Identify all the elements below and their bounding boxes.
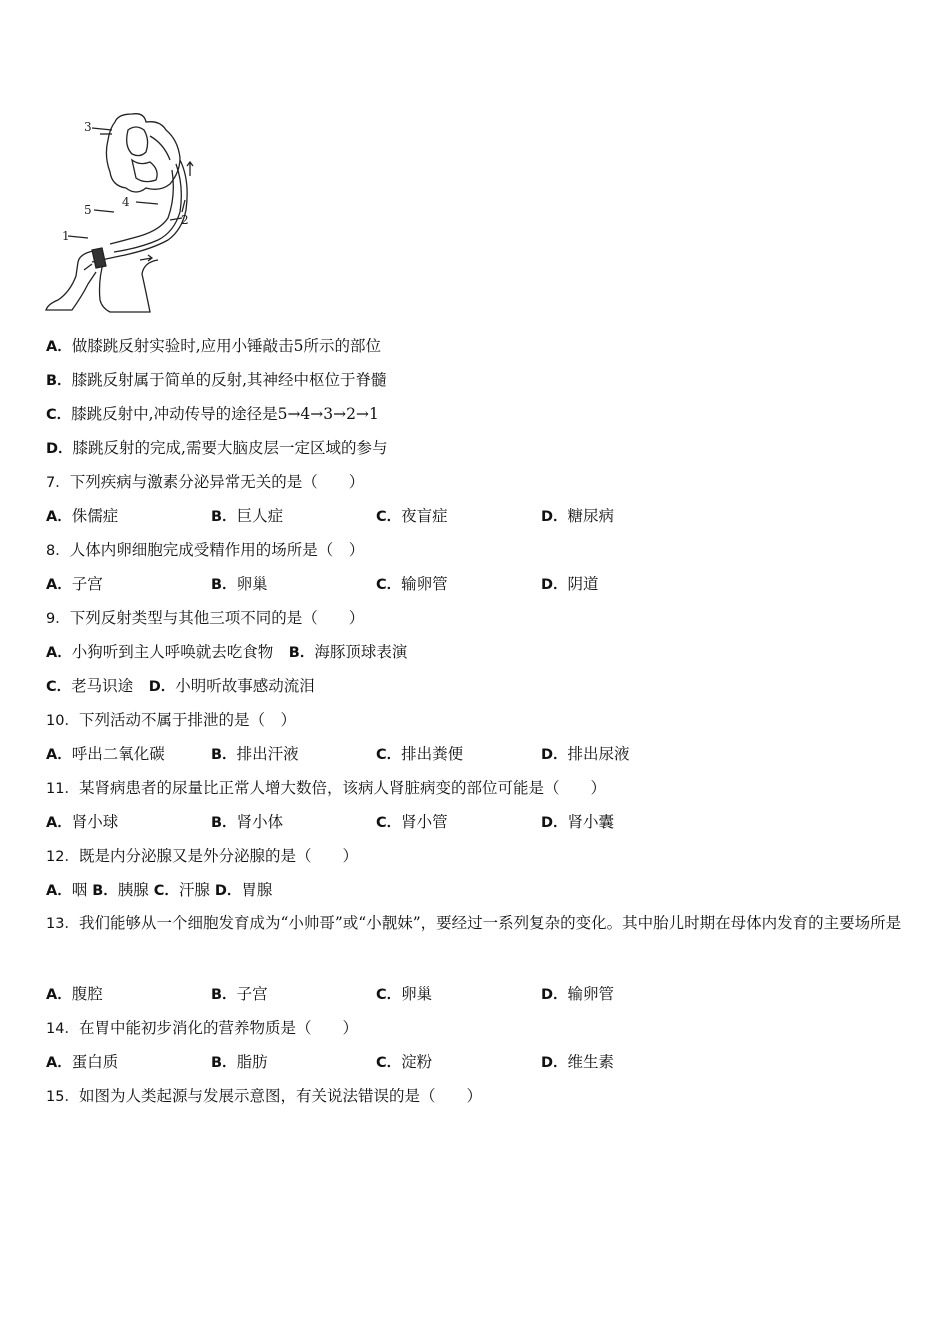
q6-option-a: A．做膝跳反射实验时,应用小锤敲击5所示的部位	[46, 337, 382, 355]
q14-option-c: C．淀粉	[376, 1053, 433, 1071]
q11-option-c: C．肾小管	[376, 813, 448, 831]
q7-option-c: C．夜盲症	[376, 507, 448, 525]
q10-option-b: B．排出汗液	[211, 745, 299, 763]
q6-option-b: B．膝跳反射属于简单的反射,其神经中枢位于脊髓	[46, 371, 387, 389]
q10-option-a: A．呼出二氧化碳	[46, 745, 165, 763]
q12-options-row: A．咽 B．胰腺 C．汗腺 D．胃腺	[46, 881, 273, 899]
q8-option-d: D．阴道	[541, 575, 599, 593]
q14-option-b: B．脂肪	[211, 1053, 268, 1071]
q11-option-d: D．肾小囊	[541, 813, 615, 831]
q6-option-c: C．膝跳反射中,冲动传导的途径是5→4→3→2→1	[46, 405, 379, 423]
q11-stem: 11．某肾病患者的尿量比正常人增大数倍，该病人肾脏病变的部位可能是（ ）	[46, 779, 606, 797]
figure-label-5: 5	[84, 203, 92, 217]
q10-option-d: D．排出尿液	[541, 745, 630, 763]
q8-option-a: A．子宫	[46, 575, 103, 593]
q14-option-a: A．蛋白质	[46, 1053, 119, 1071]
q13-option-a: A．腹腔	[46, 985, 103, 1003]
q13-option-b: B．子宫	[211, 985, 268, 1003]
q13-option-c: C．卵巢	[376, 985, 433, 1003]
q10-option-c: C．排出粪便	[376, 745, 464, 763]
q13-option-d: D．输卵管	[541, 985, 615, 1003]
q14-option-d: D．维生素	[541, 1053, 615, 1071]
q11-option-b: B．肾小体	[211, 813, 284, 831]
figure-label-2: 2	[181, 213, 189, 227]
figure-label-3: 3	[84, 120, 92, 134]
q8-option-c: C．输卵管	[376, 575, 448, 593]
q9-options-row-2: C．老马识途 D．小明听故事感动流泪	[46, 677, 315, 695]
figure-label-1: 1	[62, 229, 70, 243]
q11-option-a: A．肾小球	[46, 813, 119, 831]
q15-stem: 15．如图为人类起源与发展示意图，有关说法错误的是（ ）	[46, 1087, 482, 1105]
q12-stem: 12．既是内分泌腺又是外分泌腺的是（ ）	[46, 847, 358, 865]
knee-jerk-reflex-figure	[40, 100, 210, 315]
q9-stem: 9．下列反射类型与其他三项不同的是（ ）	[46, 609, 365, 627]
q8-option-b: B．卵巢	[211, 575, 268, 593]
q8-stem: 8．人体内卵细胞完成受精作用的场所是（ ）	[46, 541, 365, 559]
q7-option-a: A．侏儒症	[46, 507, 119, 525]
figure-label-4: 4	[122, 195, 130, 209]
q7-stem: 7．下列疾病与激素分泌异常无关的是（ ）	[46, 473, 365, 491]
q7-option-d: D．糖尿病	[541, 507, 615, 525]
q7-option-b: B．巨人症	[211, 507, 284, 525]
q14-stem: 14．在胃中能初步消化的营养物质是（ ）	[46, 1019, 358, 1037]
q13-stem: 13．我们能够从一个细胞发育成为“小帅哥”或“小靓妹”，要经过一系列复杂的变化。其中胎儿时期在母体内发育的主要场所是	[46, 914, 902, 932]
q6-option-d: D．膝跳反射的完成,需要大脑皮层一定区域的参与	[46, 439, 388, 457]
q10-stem: 10．下列活动不属于排泄的是（ ）	[46, 711, 296, 729]
q9-options-row-1: A．小狗听到主人呼唤就去吃食物 B．海豚顶球表演	[46, 643, 408, 661]
